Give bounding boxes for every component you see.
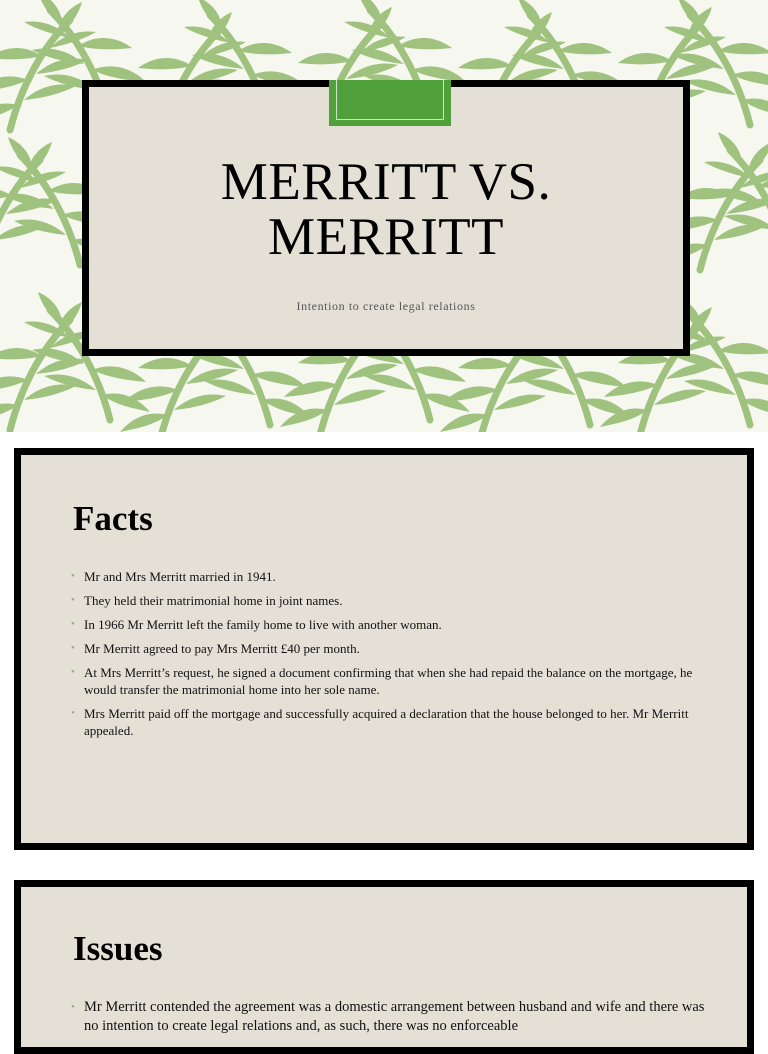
title-slide — [0, 0, 768, 432]
green-accent-tab-inner-border — [336, 80, 444, 120]
slide-title-line-2: MERRITT — [267, 208, 505, 266]
title-card — [82, 80, 690, 356]
issues-slide — [14, 880, 754, 1054]
issues-bullet-list — [71, 998, 721, 1043]
green-accent-tab — [329, 80, 451, 126]
issues-heading: Issues — [73, 929, 163, 968]
list-item: • Mr Merritt agreed to pay Mrs Merritt £40 per month. — [71, 640, 711, 657]
slide-subtitle: Intention to create legal relations — [296, 299, 476, 313]
slide-title — [89, 155, 683, 265]
slide-title-line-1: MERRITT VS. — [220, 153, 552, 211]
facts-slide — [14, 448, 754, 850]
list-item: • Mrs Merritt paid off the mortgage and successfully acquired a declaration that the house belonged to her. Mr Merritt appealed. — [71, 705, 711, 739]
list-item: • They held their matrimonial home in joint names. — [71, 592, 711, 609]
list-item: • Mr Merritt contended the agreement was a domestic arrangement between husband and wife and there was no intention to create legal relations and, as such, there was no enforceable — [71, 998, 721, 1036]
list-item: • At Mrs Merritt’s request, he signed a document confirming that when she had repaid the balance on the mortgage, he would transfer the matrimonial home into her sole name. — [71, 664, 711, 698]
list-item: • In 1966 Mr Merritt left the family home to live with another woman. — [71, 616, 711, 633]
facts-heading: Facts — [73, 499, 153, 538]
facts-bullet-list — [71, 568, 711, 746]
list-item: • Mr and Mrs Merritt married in 1941. — [71, 568, 711, 585]
